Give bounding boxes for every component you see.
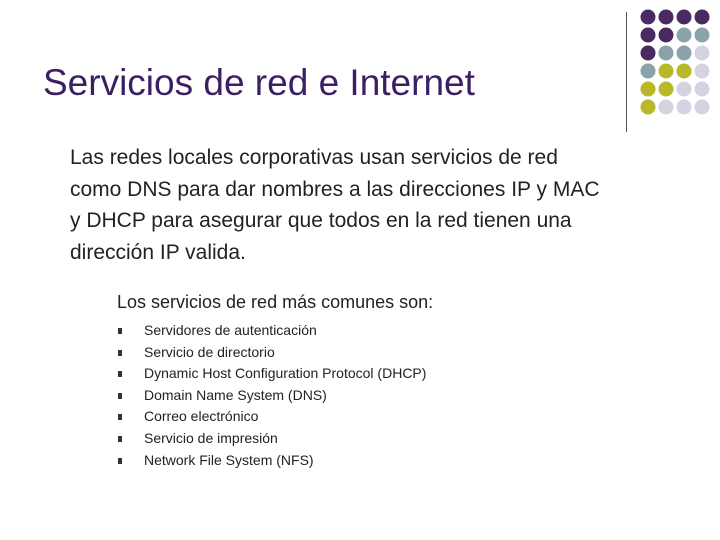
decorative-dot	[677, 46, 692, 61]
list-item	[118, 363, 426, 385]
decorative-dot	[695, 82, 710, 97]
bullet-icon	[118, 393, 122, 399]
decorative-dot	[659, 82, 674, 97]
bullet-icon	[118, 414, 122, 420]
service-label: Network File System (NFS)	[144, 451, 314, 468]
intro-paragraph	[70, 142, 710, 268]
decorative-dot	[677, 28, 692, 43]
decorative-dot	[695, 10, 710, 25]
list-item	[118, 342, 426, 364]
list-item	[118, 450, 426, 472]
service-label: Servidores de autenticación	[144, 322, 317, 338]
decorative-dot	[641, 64, 656, 79]
list-item	[118, 385, 426, 407]
bullet-icon	[118, 436, 122, 442]
decorative-dot	[695, 46, 710, 61]
bullet-icon	[118, 350, 122, 356]
bullet-icon	[118, 458, 122, 464]
bullet-icon	[118, 371, 122, 377]
decorative-dot	[659, 100, 674, 115]
list-item	[118, 406, 426, 428]
service-label: Correo electrónico	[144, 408, 259, 425]
decorative-dot	[677, 82, 692, 97]
intro-paragraph-line: como DNS para dar nombres a las direcciones IP y MAC	[70, 177, 600, 201]
decorative-dot	[677, 100, 692, 115]
service-label: Dynamic Host Configuration Protocol (DHCP)	[144, 365, 427, 382]
list-item	[118, 428, 426, 450]
decorative-dot	[659, 46, 674, 61]
decorative-dot	[641, 100, 656, 115]
intro-paragraph-line: y DHCP para asegurar que todos en la red tienen una	[70, 209, 572, 232]
service-label: Servicio de directorio	[144, 343, 275, 360]
decorative-dot-grid	[0, 0, 720, 140]
services-list	[118, 320, 426, 471]
intro-paragraph-line: Las redes locales corporativas usan servicios de red	[70, 146, 558, 169]
decorative-dot	[695, 64, 710, 79]
decorative-dot	[641, 46, 656, 61]
service-label: Servicio de impresión	[144, 429, 278, 446]
decorative-dot	[659, 10, 674, 25]
decorative-dot	[641, 10, 656, 25]
decorative-dot	[677, 10, 692, 25]
bullet-icon	[118, 328, 122, 334]
list-item	[118, 320, 426, 342]
decorative-dot	[695, 100, 710, 115]
intro-paragraph-line: dirección IP valida.	[70, 240, 246, 264]
service-label: Domain Name System (DNS)	[144, 386, 327, 403]
services-subheading: Los servicios de red más comunes son:	[117, 292, 434, 312]
decorative-dot	[659, 64, 674, 79]
decorative-dot	[659, 28, 674, 43]
slide-title: Servicios de red e Internet	[43, 62, 475, 103]
decorative-dot	[695, 28, 710, 43]
decorative-dot	[677, 64, 692, 79]
decorative-dot	[641, 28, 656, 43]
decorative-dot	[641, 82, 656, 97]
